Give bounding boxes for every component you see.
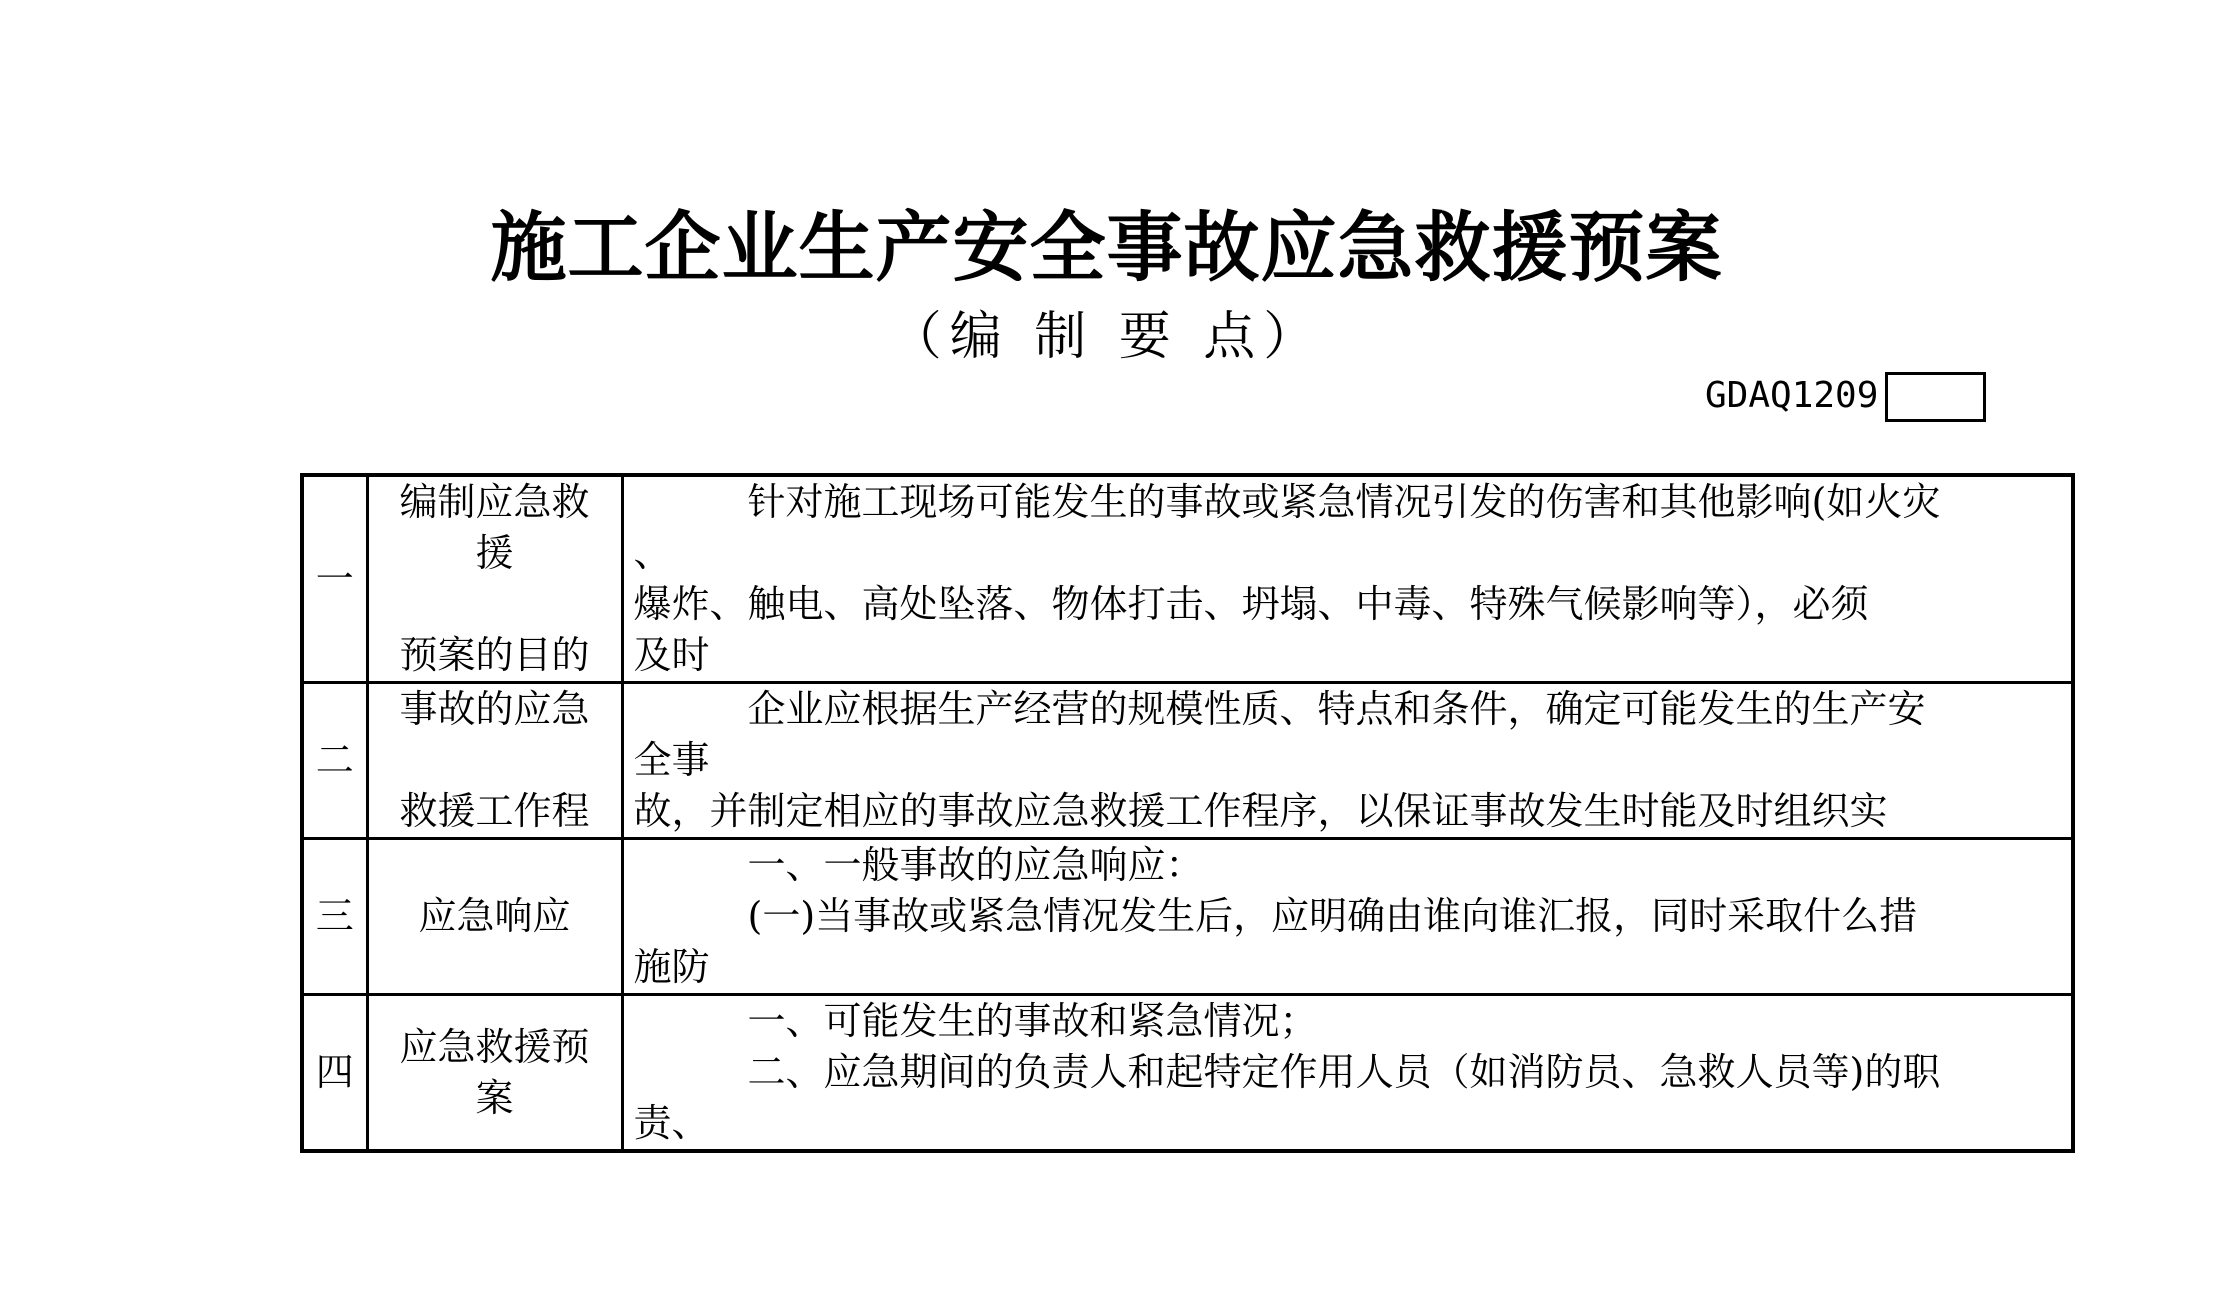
- row-number: 二: [302, 683, 367, 839]
- table-row: [302, 995, 2073, 1152]
- row-number: 一: [302, 475, 367, 683]
- row-content: 企业应根据生产经营的规模性质、特点和条件，确定可能发生的生产安 全事 故，并制定相应的事故应急救援工作程序，以保证事故发生时能及时组织实: [622, 683, 2073, 839]
- row-number: 四: [302, 995, 367, 1152]
- code-entry-box[interactable]: [1885, 372, 1986, 422]
- document-subtitle: （编 制 要 点）: [889, 307, 1324, 367]
- row-content: 一、一般事故的应急响应： (一)当事故或紧急情况发生后，应明确由谁向谁汇报，同时采取什么措 施防: [622, 839, 2073, 995]
- table-row: [302, 683, 2073, 839]
- row-content: 针对施工现场可能发生的事故或紧急情况引发的伤害和其他影响(如火灾 、 爆炸、触电、高处坠落、物体打击、坍塌、中毒、特殊气候影响等），必须 及时: [622, 475, 2073, 683]
- document-code: GDAQ1209: [1705, 375, 1879, 416]
- row-heading: 应急响应: [367, 839, 622, 995]
- table-row: [302, 839, 2073, 995]
- row-number: 三: [302, 839, 367, 995]
- document-title: 施工企业生产安全事故应急救援预案: [490, 203, 1723, 292]
- content-table: [300, 473, 2075, 1153]
- row-heading: 应急救援预 案: [367, 995, 622, 1152]
- row-content: 一、可能发生的事故和紧急情况； 二、应急期间的负责人和起特定作用人员（如消防员、急救人员等)的职 责、: [622, 995, 2073, 1152]
- row-heading: 编制应急救 援 预案的目的: [367, 475, 622, 683]
- table-row: [302, 475, 2073, 683]
- row-heading: 事故的应急 救援工作程: [367, 683, 622, 839]
